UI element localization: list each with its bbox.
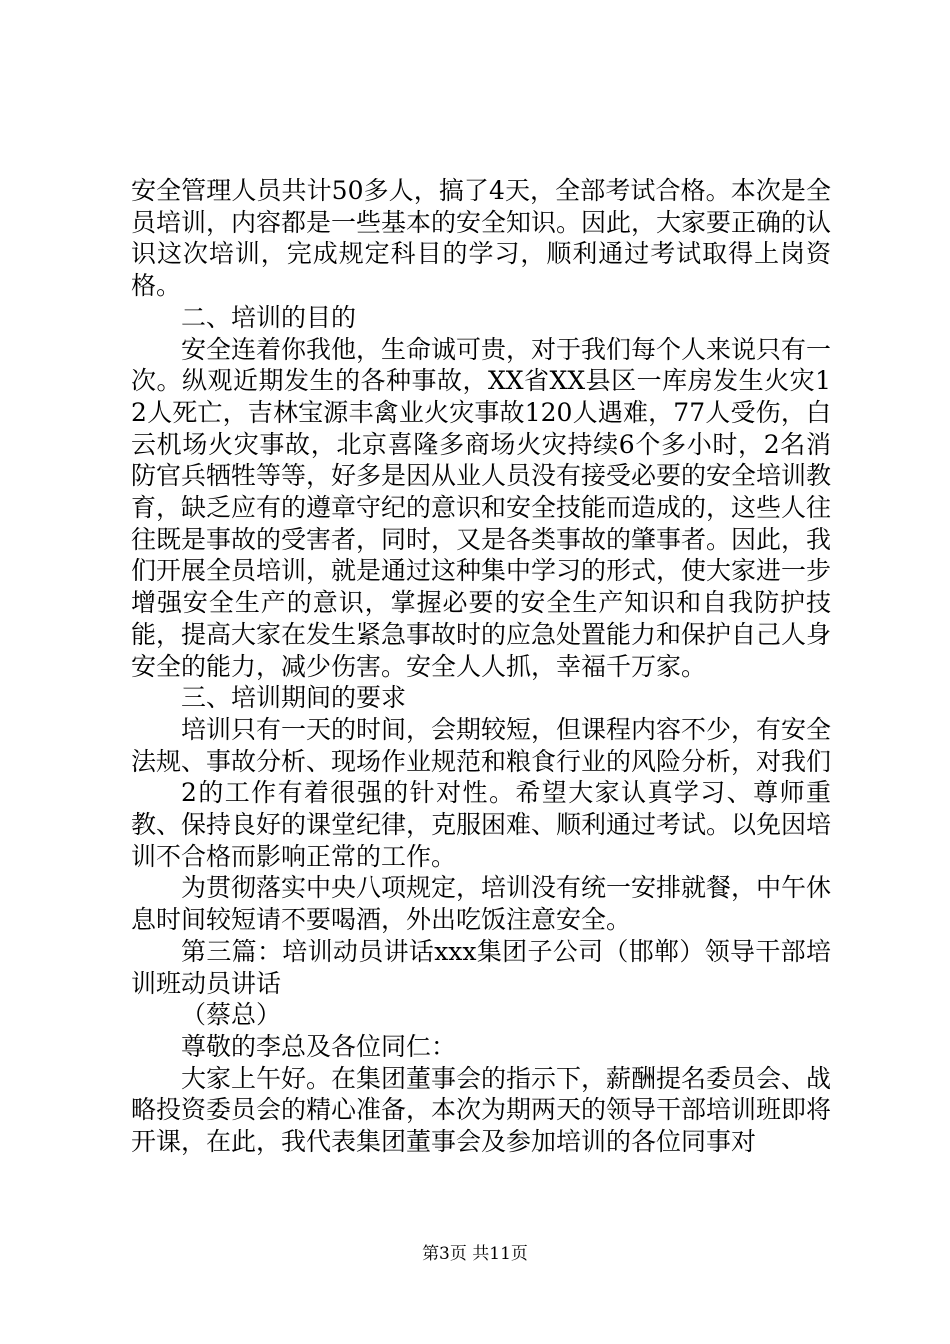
section-heading-requirements: 三、培训期间的要求 bbox=[181, 683, 407, 713]
salutation: 尊敬的李总及各位同仁： bbox=[181, 1031, 457, 1061]
paragraph: 安全连着你我他，生命诚可贵，对于我们每个人来说只有一次。纵观近期发生的各种事故，XX省XX县区一库房发生火灾12人死亡，吉林宝源丰禽业火灾事故120人遇难，77人受伤，白云机场火灾事故，北京喜隆多商场火灾持续6个多小时，2名消防官兵牺牲等等，好多是因从业人员没有接受必要的安全培训教育，缺乏应有的遵章守纪的意识和安全技能而造成的，这些人往往既是事故的受害者，同时，又是各类事故的肇事者。因此，我们开展全员培训，就是通过这种集中学习的形式，使大家进一步增强安全生产的意识，掌握必要的安全生产知识和自我防护技能，提高大家在发生紧急事故时的应急处置能力和保护自己人身安全的能力，减少伤害。安全人人抓，幸福千万家。 bbox=[131, 334, 832, 681]
paragraph: 培训只有一天的时间，会期较短，但课程内容不少，有安全法规、事故分析、现场作业规范和粮食行业的风险分析，对我们 bbox=[131, 714, 832, 776]
page-number-footer: 第3页 共11页 bbox=[422, 1244, 528, 1264]
chapter-title: 第三篇：培训动员讲话xxx集团子公司（邯郸）领导干部培训班动员讲话 bbox=[131, 936, 831, 998]
section-heading-purpose: 二、培训的目的 bbox=[181, 302, 357, 332]
paragraph: 安全管理人员共计50多人，搞了4天，全部考试合格。本次是全员培训，内容都是一些基本的安全知识。因此，大家要正确的认识这次培训，完成规定科目的学习，顺利通过考试取得上岗资格。 bbox=[131, 176, 832, 301]
paragraph: 2的工作有着很强的针对性。希望大家认真学习、尊师重教、保持良好的课堂纪律，克服困难、顺利通过考试。以免因培训不合格而影响正常的工作。 bbox=[131, 778, 832, 871]
paragraph: 大家上午好。在集团董事会的指示下，薪酬提名委员会、战略投资委员会的精心准备，本次为期两天的领导干部培训班即将开课，在此，我代表集团董事会及参加培训的各位同事对 bbox=[131, 1063, 832, 1157]
paragraph: 为贯彻落实中央八项规定，培训没有统一安排就餐，中午休息时间较短请不要喝酒，外出吃饭注意安全。 bbox=[131, 873, 832, 935]
document-body bbox=[131, 175, 831, 1158]
speaker-name: （蔡总） bbox=[181, 1000, 282, 1030]
